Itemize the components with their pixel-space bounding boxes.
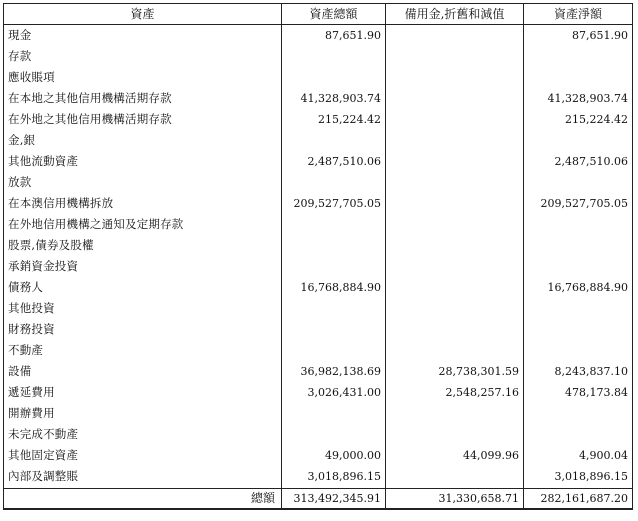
row-provision <box>386 151 524 172</box>
row-gross-amount: 3,018,896.15 <box>282 466 386 489</box>
row-gross-amount: 41,328,903.74 <box>282 88 386 109</box>
row-label: 金,銀 <box>4 130 282 151</box>
row-net-amount <box>524 403 633 424</box>
row-label: 未完成不動產 <box>4 424 282 445</box>
row-label: 在外地信用機構之通知及定期存款 <box>4 214 282 235</box>
row-label: 遞延費用 <box>4 382 282 403</box>
row-net-amount <box>524 424 633 445</box>
row-gross-amount: 215,224.42 <box>282 109 386 130</box>
row-gross-amount <box>282 403 386 424</box>
table-row <box>4 151 633 172</box>
row-net-amount: 8,243,837.10 <box>524 361 633 382</box>
table-row <box>4 424 633 445</box>
row-provision <box>386 67 524 88</box>
table-row <box>4 214 633 235</box>
row-provision: 2,548,257.16 <box>386 382 524 403</box>
row-label: 內部及調整賬 <box>4 466 282 489</box>
table-row <box>4 298 633 319</box>
table-row <box>4 256 633 277</box>
table-row <box>4 403 633 424</box>
row-label: 在本地之其他信用機構活期存款 <box>4 88 282 109</box>
row-gross-amount: 87,651.90 <box>282 25 386 47</box>
assets-table <box>3 3 633 510</box>
row-label: 開辦費用 <box>4 403 282 424</box>
table-row <box>4 466 633 489</box>
total-net: 282,161,687.20 <box>524 489 633 510</box>
row-gross-amount <box>282 319 386 340</box>
row-net-amount: 4,900.04 <box>524 445 633 466</box>
row-provision <box>386 88 524 109</box>
header-provisions: 備用金,折舊和減值 <box>386 4 524 25</box>
row-net-amount: 209,527,705.05 <box>524 193 633 214</box>
row-net-amount: 87,651.90 <box>524 25 633 47</box>
header-gross-amount: 資產總額 <box>282 4 386 25</box>
row-provision <box>386 424 524 445</box>
table-row <box>4 172 633 193</box>
row-label: 股票,債券及股權 <box>4 235 282 256</box>
row-provision: 28,738,301.59 <box>386 361 524 382</box>
row-net-amount: 2,487,510.06 <box>524 151 633 172</box>
row-gross-amount: 16,768,884.90 <box>282 277 386 298</box>
row-gross-amount: 2,487,510.06 <box>282 151 386 172</box>
row-label: 財務投資 <box>4 319 282 340</box>
row-gross-amount: 36,982,138.69 <box>282 361 386 382</box>
table-row <box>4 130 633 151</box>
row-provision <box>386 340 524 361</box>
row-net-amount: 16,768,884.90 <box>524 277 633 298</box>
row-provision <box>386 25 524 47</box>
table-row <box>4 445 633 466</box>
row-gross-amount <box>282 214 386 235</box>
row-gross-amount <box>282 340 386 361</box>
table-row <box>4 67 633 88</box>
row-provision <box>386 403 524 424</box>
row-label: 不動產 <box>4 340 282 361</box>
row-provision <box>386 109 524 130</box>
row-provision: 44,099.96 <box>386 445 524 466</box>
row-gross-amount: 209,527,705.05 <box>282 193 386 214</box>
row-label: 存款 <box>4 46 282 67</box>
row-provision <box>386 256 524 277</box>
table-row <box>4 235 633 256</box>
table-row <box>4 193 633 214</box>
total-gross: 313,492,345.91 <box>282 489 386 510</box>
row-net-amount: 41,328,903.74 <box>524 88 633 109</box>
header-assets: 資產 <box>4 4 282 25</box>
row-net-amount: 215,224.42 <box>524 109 633 130</box>
row-gross-amount <box>282 256 386 277</box>
row-net-amount <box>524 256 633 277</box>
row-gross-amount: 3,026,431.00 <box>282 382 386 403</box>
row-net-amount: 3,018,896.15 <box>524 466 633 489</box>
row-provision <box>386 277 524 298</box>
header-row <box>4 4 633 25</box>
table-row <box>4 361 633 382</box>
row-net-amount <box>524 298 633 319</box>
row-net-amount <box>524 235 633 256</box>
total-provision: 31,330,658.71 <box>386 489 524 510</box>
row-label: 其他投資 <box>4 298 282 319</box>
table-row <box>4 340 633 361</box>
row-label: 債務人 <box>4 277 282 298</box>
row-label: 其他流動資產 <box>4 151 282 172</box>
row-provision <box>386 235 524 256</box>
table-row <box>4 88 633 109</box>
row-gross-amount <box>282 424 386 445</box>
row-provision <box>386 319 524 340</box>
row-gross-amount <box>282 235 386 256</box>
row-gross-amount <box>282 67 386 88</box>
row-provision <box>386 466 524 489</box>
row-net-amount <box>524 214 633 235</box>
row-gross-amount <box>282 298 386 319</box>
balance-sheet <box>3 3 633 510</box>
row-gross-amount <box>282 130 386 151</box>
row-label: 在外地之其他信用機構活期存款 <box>4 109 282 130</box>
table-row <box>4 109 633 130</box>
row-label: 現金 <box>4 25 282 47</box>
row-gross-amount <box>282 172 386 193</box>
row-label: 應收賬項 <box>4 67 282 88</box>
row-gross-amount: 49,000.00 <box>282 445 386 466</box>
table-row <box>4 277 633 298</box>
row-net-amount <box>524 172 633 193</box>
table-row <box>4 319 633 340</box>
row-net-amount <box>524 130 633 151</box>
header-net-amount: 資產淨額 <box>524 4 633 25</box>
row-provision <box>386 130 524 151</box>
row-provision <box>386 193 524 214</box>
table-body <box>4 25 633 489</box>
row-net-amount <box>524 340 633 361</box>
table-row <box>4 382 633 403</box>
row-gross-amount <box>282 46 386 67</box>
row-label: 放款 <box>4 172 282 193</box>
table-row <box>4 46 633 67</box>
row-net-amount <box>524 67 633 88</box>
row-net-amount <box>524 319 633 340</box>
row-net-amount <box>524 46 633 67</box>
row-provision <box>386 214 524 235</box>
row-provision <box>386 298 524 319</box>
row-provision <box>386 172 524 193</box>
row-net-amount: 478,173.84 <box>524 382 633 403</box>
row-label: 其他固定資產 <box>4 445 282 466</box>
row-label: 在本澳信用機構拆放 <box>4 193 282 214</box>
row-provision <box>386 46 524 67</box>
row-label: 承銷資金投資 <box>4 256 282 277</box>
total-row <box>4 489 633 510</box>
row-label: 設備 <box>4 361 282 382</box>
table-row <box>4 25 633 47</box>
total-label: 總額 <box>4 489 282 510</box>
